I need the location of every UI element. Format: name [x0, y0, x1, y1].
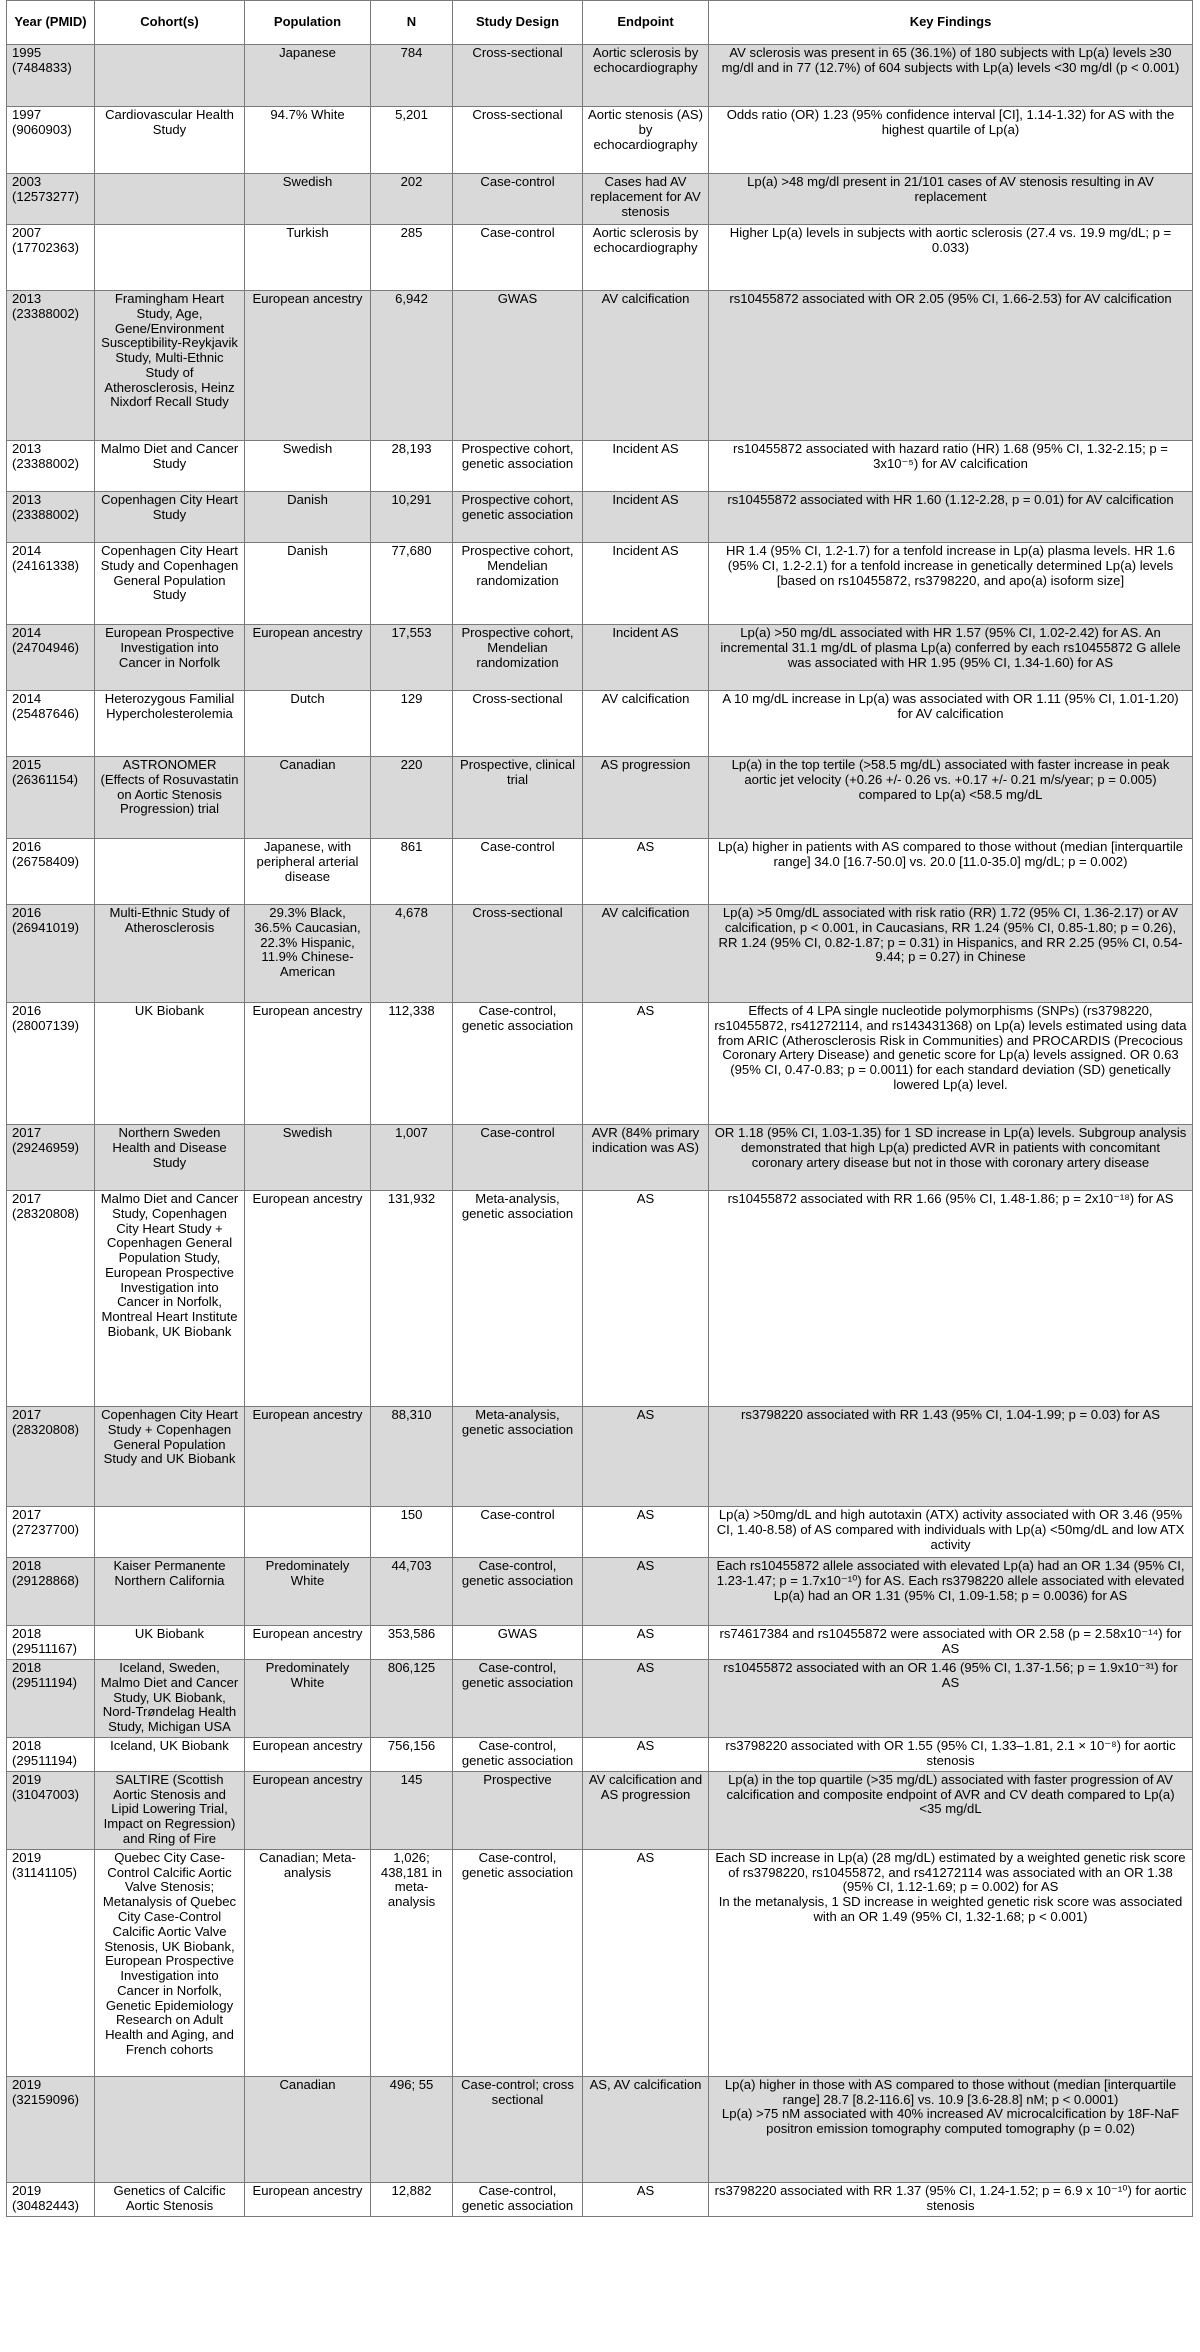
cell-population: Japanese — [245, 45, 371, 107]
cell-key-findings — [709, 757, 1193, 839]
finding-paragraph: Lp(a) >50mg/dL and high autotaxin (ATX) activity associated with OR 3.46 (95% CI, 1.40-8.58) of AS compared with individuals with Lp(a) <50mg/dL and low ATX activity — [716, 1507, 1185, 1552]
finding-paragraph: rs3798220 associated with OR 1.55 (95% CI, 1.33–1.81, 2.1 × 10⁻⁸) for aortic stenosis — [725, 1737, 1176, 1768]
cell-cohort: Kaiser Permanente Northern California — [95, 1558, 245, 1626]
cell-year — [7, 1626, 95, 1660]
cell-n: 131,932 — [371, 1191, 453, 1407]
pmid-value: (28007139) — [12, 1017, 79, 1033]
cell-key-findings — [709, 45, 1193, 107]
cell-population: Predominately White — [245, 1660, 371, 1738]
year-value: 2014 — [12, 625, 42, 640]
pmid-value: (7484833) — [12, 59, 72, 75]
year-value: 2018 — [12, 1660, 42, 1675]
cell-year — [7, 1737, 95, 1771]
cell-endpoint: AS — [583, 1660, 709, 1738]
cell-key-findings — [709, 2076, 1193, 2182]
cell-cohort — [95, 839, 245, 905]
cell-study-design: Case-control; cross sectional — [453, 2076, 583, 2182]
cell-year — [7, 1507, 95, 1558]
cell-cohort — [95, 45, 245, 107]
header-cohorts: Cohort(s) — [95, 1, 245, 45]
cell-key-findings — [709, 625, 1193, 691]
pmid-value: (32159096) — [12, 2091, 79, 2107]
table-row — [7, 492, 1193, 543]
table-row — [7, 1407, 1193, 1507]
year-value: 2019 — [12, 1849, 42, 1865]
cell-population: Canadian — [245, 2076, 371, 2182]
header-endpoint: Endpoint — [583, 1, 709, 45]
table-row — [7, 1558, 1193, 1626]
cell-year — [7, 2076, 95, 2182]
cell-key-findings — [709, 839, 1193, 905]
cell-key-findings — [709, 225, 1193, 291]
table-row — [7, 757, 1193, 839]
table-row — [7, 225, 1193, 291]
cell-key-findings — [709, 107, 1193, 174]
finding-paragraph: rs10455872 associated with an OR 1.46 (95% CI, 1.37-1.56; p = 1.9x10⁻³¹) for AS — [723, 1660, 1178, 1690]
finding-paragraph: rs10455872 associated with HR 1.60 (1.12-2.28, p = 0.01) for AV calcification — [727, 492, 1174, 507]
cell-cohort: Copenhagen City Heart Study and Copenhagen General Population Study — [95, 543, 245, 625]
pmid-value: (31047003) — [12, 1786, 79, 1802]
table-row — [7, 1771, 1193, 1849]
table-row — [7, 1849, 1193, 2076]
cell-study-design: Case-control, genetic association — [453, 1003, 583, 1125]
year-value: 2003 — [12, 174, 42, 189]
cell-n: 6,942 — [371, 291, 453, 441]
cell-endpoint: AV calcification — [583, 691, 709, 757]
cell-year — [7, 905, 95, 1003]
year-value: 2016 — [12, 839, 42, 854]
cell-endpoint: AV calcification — [583, 905, 709, 1003]
cell-study-design: Case-control — [453, 225, 583, 291]
cell-endpoint: AS — [583, 1558, 709, 1626]
cell-study-design: Case-control — [453, 1507, 583, 1558]
pmid-value: (23388002) — [12, 455, 79, 471]
cell-cohort: UK Biobank — [95, 1003, 245, 1125]
cell-study-design: Prospective cohort, Mendelian randomization — [453, 543, 583, 625]
cell-year — [7, 1771, 95, 1849]
cell-year — [7, 543, 95, 625]
cell-year — [7, 691, 95, 757]
cell-population: European ancestry — [245, 1191, 371, 1407]
year-value: 2017 — [12, 1507, 42, 1522]
cell-endpoint: AS — [583, 1191, 709, 1407]
cell-study-design: Prospective — [453, 1771, 583, 1849]
cell-n: 861 — [371, 839, 453, 905]
cell-cohort — [95, 174, 245, 225]
year-value: 2017 — [12, 1191, 42, 1206]
cell-year — [7, 291, 95, 441]
finding-paragraph: Odds ratio (OR) 1.23 (95% confidence interval [CI], 1.14-1.32) for AS with the highest quartile of Lp(a) — [726, 107, 1175, 137]
year-value: 2018 — [12, 1737, 42, 1753]
cell-endpoint: AS — [583, 1737, 709, 1771]
cell-cohort: Framingham Heart Study, Age, Gene/Environment Susceptibility-Reykjavik Study, Multi-Ethnic Study of Atherosclerosis, Heinz Nixdorf Recall Study — [95, 291, 245, 441]
year-value: 2017 — [12, 1407, 42, 1422]
header-year: Year (PMID) — [7, 1, 95, 45]
finding-paragraph: Lp(a) >5 0mg/dL associated with risk ratio (RR) 1.72 (95% CI, 1.36-2.17) or AV calcification, p < 0.001, in Caucasians, RR 1.24 (95% CI, 0.85-1.80; p = 0.26), RR 1.24 (95% CI, 0.82-1.87; p = 0.31) in Hispanics, and RR 2.25 (95% CI, 0.54-9.44; p = 0.27) in Chinese — [718, 905, 1183, 965]
cell-population: European ancestry — [245, 625, 371, 691]
header-study-design: Study Design — [453, 1, 583, 45]
cell-key-findings — [709, 2182, 1193, 2216]
cell-key-findings — [709, 543, 1193, 625]
cell-n: 220 — [371, 757, 453, 839]
cell-endpoint: Incident AS — [583, 543, 709, 625]
cell-key-findings — [709, 905, 1193, 1003]
cell-population: European ancestry — [245, 1737, 371, 1771]
cell-population: European ancestry — [245, 2182, 371, 2216]
cell-endpoint: Incident AS — [583, 492, 709, 543]
finding-paragraph: In the metanalysis, 1 SD increase in weighted genetic risk score was associated with an OR 1.49 (95% CI, 1.32-1.68; p < 0.001) — [718, 1894, 1183, 1924]
cell-n: 129 — [371, 691, 453, 757]
cell-key-findings — [709, 492, 1193, 543]
cell-population: Canadian — [245, 757, 371, 839]
pmid-value: (23388002) — [12, 305, 79, 321]
table-body — [7, 45, 1193, 2217]
cell-year — [7, 757, 95, 839]
cell-key-findings — [709, 1849, 1193, 2076]
pmid-value: (24161338) — [12, 557, 79, 573]
finding-paragraph: OR 1.18 (95% CI, 1.03-1.35) for 1 SD increase in Lp(a) levels. Subgroup analysis demonstrated that high Lp(a) predicted AVR in patients with concomitant coronary artery disease but not in those with coronary artery disease — [714, 1125, 1187, 1170]
cell-endpoint: AS, AV calcification — [583, 2076, 709, 2182]
year-value: 2014 — [12, 691, 42, 706]
cell-endpoint: AS — [583, 1507, 709, 1558]
cell-cohort: UK Biobank — [95, 1626, 245, 1660]
finding-paragraph: Lp(a) higher in those with AS compared to those without (median [interquartile range] 28.7 [8.2-116.6] vs. 10.9 [3.6-28.8] nM; p < 0.0001) — [724, 2076, 1177, 2107]
cell-endpoint: AS — [583, 1849, 709, 2076]
cell-population: 29.3% Black, 36.5% Caucasian, 22.3% Hispanic, 11.9% Chinese-American — [245, 905, 371, 1003]
cell-key-findings — [709, 291, 1193, 441]
cell-n: 10,291 — [371, 492, 453, 543]
cell-n: 784 — [371, 45, 453, 107]
year-value: 2018 — [12, 1558, 42, 1573]
table-row — [7, 1125, 1193, 1191]
finding-paragraph: Lp(a) in the top quartile (>35 mg/dL) associated with faster progression of AV calcification and composite endpoint of AVR and CV death compared to Lp(a) <35 mg/dL — [726, 1771, 1175, 1817]
cell-n: 150 — [371, 1507, 453, 1558]
cell-cohort: Copenhagen City Heart Study — [95, 492, 245, 543]
cell-population: European ancestry — [245, 1626, 371, 1660]
table-row — [7, 174, 1193, 225]
cell-year — [7, 107, 95, 174]
cell-n: 17,553 — [371, 625, 453, 691]
cell-population: European ancestry — [245, 1407, 371, 1507]
table-row — [7, 2182, 1193, 2216]
cell-endpoint: AS — [583, 839, 709, 905]
header-n: N — [371, 1, 453, 45]
table-row — [7, 1626, 1193, 1660]
cell-study-design: Case-control — [453, 839, 583, 905]
cell-cohort — [95, 225, 245, 291]
pmid-value: (30482443) — [12, 2197, 79, 2213]
header-population: Population — [245, 1, 371, 45]
cell-year — [7, 225, 95, 291]
year-value: 2013 — [12, 441, 42, 456]
pmid-value: (29511194) — [12, 1752, 78, 1768]
pmid-value: (12573277) — [12, 188, 79, 204]
cell-endpoint: AS — [583, 1407, 709, 1507]
table-row — [7, 1191, 1193, 1407]
cell-endpoint: AS — [583, 2182, 709, 2216]
cell-n: 88,310 — [371, 1407, 453, 1507]
cell-endpoint: AS — [583, 1626, 709, 1660]
cell-n: 4,678 — [371, 905, 453, 1003]
finding-paragraph: AV sclerosis was present in 65 (36.1%) of 180 subjects with Lp(a) levels ≥30 mg/dl and in 77 (12.7%) of 604 subjects with Lp(a) levels <30 mg/dl (p < 0.001) — [721, 45, 1180, 75]
pmid-value: (29511167) — [12, 1640, 78, 1656]
cell-study-design: Cross-sectional — [453, 107, 583, 174]
year-value: 2016 — [12, 1003, 42, 1018]
cell-year — [7, 839, 95, 905]
cell-year — [7, 1407, 95, 1507]
cell-endpoint: Cases had AV replacement for AV stenosis — [583, 174, 709, 225]
cell-cohort: Northern Sweden Health and Disease Study — [95, 1125, 245, 1191]
finding-paragraph: Lp(a) in the top tertile (>58.5 mg/dL) associated with faster increase in peak aortic jet velocity (+0.26 +/- 0.26 vs. +0.17 +/- 0.21 m/s/year; p = 0.005) compared to Lp(a) <58.5 mg/dL — [731, 757, 1170, 802]
finding-paragraph: Lp(a) higher in patients with AS compared to those without (median [interquartile range] 34.0 [16.7-50.0] vs. 20.0 [11.0-35.0] mg/dL; p = 0.002) — [717, 839, 1184, 869]
year-value: 2013 — [12, 291, 42, 306]
cell-population: Danish — [245, 543, 371, 625]
pmid-value: (31141105) — [12, 1864, 78, 1880]
cell-endpoint: Incident AS — [583, 441, 709, 492]
finding-paragraph: Each rs10455872 allele associated with elevated Lp(a) had an OR 1.34 (95% CI, 1.23-1.47; p = 1.7x10⁻¹⁰) for AS. Each rs3798220 allele associated with elevated Lp(a) had an OR 1.31 (95% CI, 1.09-1.58; p = 0.0036) for AS — [716, 1558, 1185, 1603]
cell-cohort: Iceland, UK Biobank — [95, 1737, 245, 1771]
year-value: 1995 — [12, 45, 42, 60]
cell-cohort: Cardiovascular Health Study — [95, 107, 245, 174]
cell-n: 44,703 — [371, 1558, 453, 1626]
pmid-value: (29246959) — [12, 1139, 79, 1155]
table-row — [7, 839, 1193, 905]
cell-population: Danish — [245, 492, 371, 543]
cell-cohort: Malmo Diet and Cancer Study — [95, 441, 245, 492]
cell-population: European ancestry — [245, 1003, 371, 1125]
year-value: 2014 — [12, 543, 42, 558]
cell-key-findings — [709, 1407, 1193, 1507]
cell-n: 806,125 — [371, 1660, 453, 1738]
cell-year — [7, 625, 95, 691]
cell-key-findings — [709, 691, 1193, 757]
cell-study-design: Prospective cohort, genetic association — [453, 492, 583, 543]
table-row — [7, 107, 1193, 174]
cell-n: 77,680 — [371, 543, 453, 625]
cell-cohort: Malmo Diet and Cancer Study, Copenhagen City Heart Study + Copenhagen General Population Study, European Prospective Investigation into Cancer in Norfolk, Montreal Heart Institute Biobank, UK Biobank — [95, 1191, 245, 1407]
pmid-value: (26758409) — [12, 853, 79, 869]
cell-key-findings — [709, 1660, 1193, 1738]
cell-population: Dutch — [245, 691, 371, 757]
cell-key-findings — [709, 1771, 1193, 1849]
table-row — [7, 1003, 1193, 1125]
finding-paragraph: HR 1.4 (95% CI, 1.2-1.7) for a tenfold increase in Lp(a) plasma levels. HR 1.6 (95% CI, 1.2-2.1) for a tenfold increase in genetically determined Lp(a) levels [based on rs10455872, rs3798220, and apo(a) isoform size] — [725, 543, 1176, 588]
cell-key-findings — [709, 174, 1193, 225]
cell-population: Canadian; Meta-analysis — [245, 1849, 371, 2076]
cell-population: Japanese, with peripheral arterial disease — [245, 839, 371, 905]
cell-year — [7, 1125, 95, 1191]
table-row — [7, 543, 1193, 625]
cell-cohort: Genetics of Calcific Aortic Stenosis — [95, 2182, 245, 2216]
cell-year — [7, 1849, 95, 2076]
cell-n: 285 — [371, 225, 453, 291]
cell-year — [7, 2182, 95, 2216]
cell-year — [7, 1003, 95, 1125]
cell-population: 94.7% White — [245, 107, 371, 174]
cell-population: European ancestry — [245, 291, 371, 441]
year-value: 2015 — [12, 757, 42, 772]
cell-key-findings — [709, 1507, 1193, 1558]
table-row — [7, 691, 1193, 757]
cell-population: Predominately White — [245, 1558, 371, 1626]
pmid-value: (24704946) — [12, 639, 79, 655]
lpa-studies-table — [6, 0, 1193, 2217]
cell-year — [7, 1558, 95, 1626]
year-value: 2019 — [12, 1771, 42, 1787]
cell-year — [7, 492, 95, 543]
cell-year — [7, 1660, 95, 1738]
year-value: 2018 — [12, 1626, 42, 1641]
cell-cohort: ASTRONOMER (Effects of Rosuvastatin on Aortic Stenosis Progression) trial — [95, 757, 245, 839]
cell-key-findings — [709, 1191, 1193, 1407]
pmid-value: (28320808) — [12, 1205, 79, 1221]
pmid-value: (25487646) — [12, 705, 79, 721]
cell-cohort: Quebec City Case-Control Calcific Aortic Valve Stenosis; Metanalysis of Quebec City Case-Control Calcific Aortic Valve Stenosis, UK Biobank, European Prospective Investigation into Cancer in Norfolk, Genetic Epidemiology Research on Adult Health and Aging, and French cohorts — [95, 1849, 245, 2076]
cell-study-design: Case-control, genetic association — [453, 1660, 583, 1738]
finding-paragraph: rs10455872 associated with OR 2.05 (95% CI, 1.66-2.53) for AV calcification — [729, 291, 1172, 306]
cell-population — [245, 1507, 371, 1558]
finding-paragraph: rs3798220 associated with RR 1.37 (95% CI, 1.24-1.52; p = 6.9 x 10⁻¹⁰) for aortic stenosis — [714, 2182, 1187, 2213]
cell-endpoint: Aortic sclerosis by echocardiography — [583, 225, 709, 291]
cell-cohort — [95, 1507, 245, 1558]
cell-study-design: Case-control, genetic association — [453, 1849, 583, 2076]
cell-endpoint: AS — [583, 1003, 709, 1125]
table-row — [7, 905, 1193, 1003]
cell-study-design: Meta-analysis, genetic association — [453, 1407, 583, 1507]
cell-study-design: GWAS — [453, 291, 583, 441]
cell-n: 202 — [371, 174, 453, 225]
finding-paragraph: rs10455872 associated with RR 1.66 (95% CI, 1.48-1.86; p = 2x10⁻¹⁸) for AS — [727, 1191, 1174, 1206]
cell-study-design: Prospective cohort, genetic association — [453, 441, 583, 492]
cell-study-design: Case-control, genetic association — [453, 1558, 583, 1626]
header-row — [7, 1, 1193, 45]
cell-key-findings — [709, 1125, 1193, 1191]
cell-cohort: Heterozygous Familial Hypercholesterolemia — [95, 691, 245, 757]
finding-paragraph: Each SD increase in Lp(a) (28 mg/dL) estimated by a weighted genetic risk score of rs3798220, rs10455872, and rs41272114 was associated with an OR 1.38 (95% CI, 1.12-1.69; p = 0.002) for AS — [715, 1849, 1186, 1895]
cell-study-design: Cross-sectional — [453, 905, 583, 1003]
cell-n: 496; 55 — [371, 2076, 453, 2182]
table-row — [7, 45, 1193, 107]
finding-paragraph: A 10 mg/dL increase in Lp(a) was associated with OR 1.11 (95% CI, 1.01-1.20) for AV calcification — [722, 691, 1179, 721]
year-value: 2019 — [12, 2076, 42, 2092]
cell-endpoint: Aortic sclerosis by echocardiography — [583, 45, 709, 107]
table-row — [7, 1660, 1193, 1738]
cell-key-findings — [709, 1558, 1193, 1626]
cell-endpoint: AV calcification and AS progression — [583, 1771, 709, 1849]
cell-n: 1,026; 438,181 in meta-analysis — [371, 1849, 453, 2076]
cell-endpoint: Incident AS — [583, 625, 709, 691]
finding-paragraph: Lp(a) >48 mg/dl present in 21/101 cases of AV stenosis resulting in AV replacement — [747, 174, 1154, 204]
table-row — [7, 1737, 1193, 1771]
year-value: 1997 — [12, 107, 42, 122]
cell-endpoint: AV calcification — [583, 291, 709, 441]
finding-paragraph: Higher Lp(a) levels in subjects with aortic sclerosis (27.4 vs. 19.9 mg/dL; p = 0.033) — [729, 225, 1172, 255]
cell-year — [7, 441, 95, 492]
cell-cohort: Copenhagen City Heart Study + Copenhagen General Population Study and UK Biobank — [95, 1407, 245, 1507]
pmid-value: (28320808) — [12, 1421, 79, 1437]
finding-paragraph: rs74617384 and rs10455872 were associated with OR 2.58 (p = 2.58x10⁻¹⁴) for AS — [719, 1626, 1182, 1656]
cell-n: 28,193 — [371, 441, 453, 492]
year-value: 2016 — [12, 905, 42, 920]
cell-population: Turkish — [245, 225, 371, 291]
cell-year — [7, 174, 95, 225]
finding-paragraph: rs10455872 associated with hazard ratio (HR) 1.68 (95% CI, 1.32-2.15; p = 3x10⁻⁵) for AV calcification — [733, 441, 1168, 471]
pmid-value: (26941019) — [12, 919, 79, 935]
cell-population: Swedish — [245, 174, 371, 225]
table-row — [7, 625, 1193, 691]
table-row — [7, 441, 1193, 492]
pmid-value: (29128868) — [12, 1572, 79, 1588]
cell-study-design: Cross-sectional — [453, 45, 583, 107]
table-row — [7, 1507, 1193, 1558]
cell-year — [7, 1191, 95, 1407]
cell-key-findings — [709, 1737, 1193, 1771]
cell-n: 112,338 — [371, 1003, 453, 1125]
cell-n: 353,586 — [371, 1626, 453, 1660]
year-value: 2019 — [12, 2182, 42, 2198]
cell-study-design: Cross-sectional — [453, 691, 583, 757]
pmid-value: (9060903) — [12, 121, 72, 137]
pmid-value: (29511194) — [12, 1674, 78, 1690]
cell-n: 5,201 — [371, 107, 453, 174]
table-row — [7, 291, 1193, 441]
cell-key-findings — [709, 1003, 1193, 1125]
pmid-value: (17702363) — [12, 239, 79, 255]
cell-study-design: Prospective, clinical trial — [453, 757, 583, 839]
cell-study-design: Prospective cohort, Mendelian randomization — [453, 625, 583, 691]
cell-population: European ancestry — [245, 1771, 371, 1849]
pmid-value: (27237700) — [12, 1521, 79, 1537]
cell-study-design: Case-control — [453, 174, 583, 225]
cell-population: Swedish — [245, 1125, 371, 1191]
cell-endpoint: AS progression — [583, 757, 709, 839]
finding-paragraph: Effects of 4 LPA single nucleotide polymorphisms (SNPs) (rs3798220, rs10455872, rs41272114, and rs143431368) on Lp(a) levels estimated using data from ARIC (Atherosclerosis Risk in Communities) and PROCARDIS (Precocious Coronary Artery Disease) and genetic score for Lp(a) levels assigned. OR 0.63 (95% CI, 0.47-0.83; p = 0.0011) for each standard deviation (SD) genetically lowered Lp(a) level. — [714, 1003, 1187, 1092]
cell-cohort: Multi-Ethnic Study of Atherosclerosis — [95, 905, 245, 1003]
pmid-value: (23388002) — [12, 506, 79, 522]
finding-paragraph: rs3798220 associated with RR 1.43 (95% CI, 1.04-1.99; p = 0.03) for AS — [741, 1407, 1160, 1422]
cell-n: 1,007 — [371, 1125, 453, 1191]
cell-cohort: Iceland, Sweden, Malmo Diet and Cancer Study, UK Biobank, Nord-Trøndelag Health Study, Michigan USA — [95, 1660, 245, 1738]
cell-key-findings — [709, 1626, 1193, 1660]
cell-cohort — [95, 2076, 245, 2182]
cell-study-design: Case-control — [453, 1125, 583, 1191]
cell-cohort: European Prospective Investigation into Cancer in Norfolk — [95, 625, 245, 691]
cell-n: 145 — [371, 1771, 453, 1849]
table-row — [7, 2076, 1193, 2182]
cell-study-design: Case-control, genetic association — [453, 1737, 583, 1771]
cell-endpoint: Aortic stenosis (AS) by echocardiography — [583, 107, 709, 174]
pmid-value: (26361154) — [12, 771, 79, 787]
cell-study-design: Case-control, genetic association — [453, 2182, 583, 2216]
cell-cohort: SALTIRE (Scottish Aortic Stenosis and Lipid Lowering Trial, Impact on Regression) and Ring of Fire — [95, 1771, 245, 1849]
year-value: 2013 — [12, 492, 42, 507]
cell-endpoint: AVR (84% primary indication was AS) — [583, 1125, 709, 1191]
year-value: 2017 — [12, 1125, 42, 1140]
cell-key-findings — [709, 441, 1193, 492]
year-value: 2007 — [12, 225, 42, 240]
cell-year — [7, 45, 95, 107]
finding-paragraph: Lp(a) >75 nM associated with 40% increased AV microcalcification by 18F-NaF positron emission tomography computed tomography (p = 0.02) — [721, 2106, 1180, 2137]
cell-n: 12,882 — [371, 2182, 453, 2216]
cell-n: 756,156 — [371, 1737, 453, 1771]
header-key-findings: Key Findings — [709, 1, 1193, 45]
cell-study-design: GWAS — [453, 1626, 583, 1660]
finding-paragraph: Lp(a) >50 mg/dL associated with HR 1.57 (95% CI, 1.02-2.42) for AS. An incremental 31.1 mg/dL of plasma Lp(a) conferred by each rs10455872 G allele was associated with HR 1.95 (95% CI, 1.34-1.60) for AS — [720, 625, 1181, 670]
cell-study-design: Meta-analysis, genetic association — [453, 1191, 583, 1407]
cell-population: Swedish — [245, 441, 371, 492]
